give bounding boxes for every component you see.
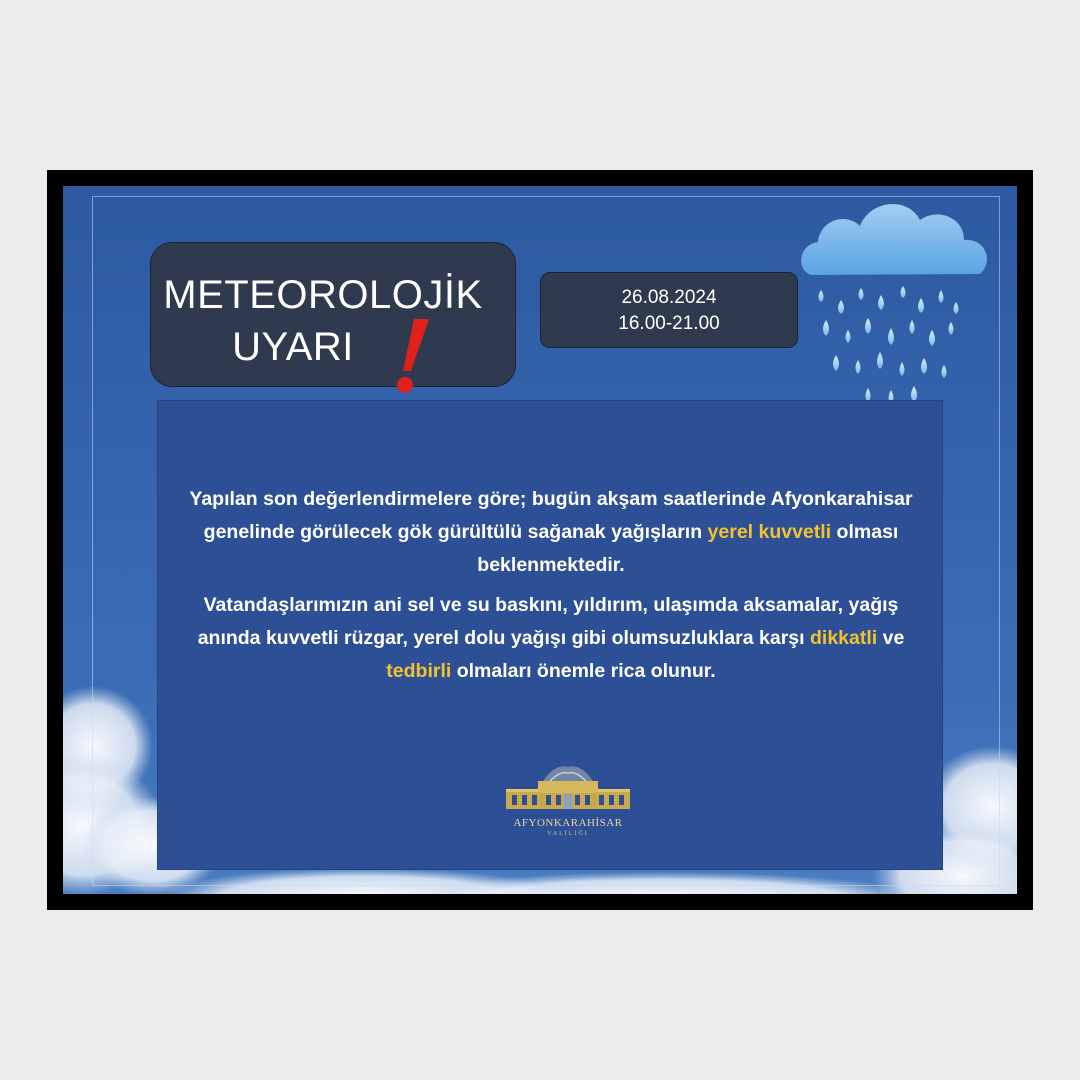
governorship-logo: [498, 761, 638, 843]
paragraph-2-highlight-2: tedbirli: [386, 660, 452, 682]
warning-time-range: 16.00-21.00: [618, 313, 720, 334]
warning-date: 26.08.2024: [621, 287, 717, 308]
date-panel: [540, 272, 798, 348]
paragraph-2-text-after: olmaları önemle rica olunur.: [451, 660, 716, 682]
paragraph-2-text-before: Vatandaşlarımızın ani sel ve su baskını, yıldırım, ulaşımda aksamalar, yağış anında kuvvetli rüzgar, yerel dolu yağışı gibi olumsuzluklara karşı: [197, 594, 899, 649]
paragraph-2-highlight-1: dikkatli: [809, 627, 878, 649]
title-line-1: METEOROLOJİK: [163, 273, 483, 317]
logo-subtitle: VALİLİĞİ: [547, 831, 589, 837]
logo-name: AFYONKARAHİSAR: [513, 817, 623, 829]
governorship-building-icon: [498, 761, 638, 817]
paragraph-2-text-middle: ve: [877, 627, 905, 649]
warning-paragraph-2: [178, 589, 924, 688]
warning-slide: [63, 186, 1017, 894]
paragraph-1-text-before: Yapılan son değerlendirmelere göre; bugün akşam saatlerinde Afyonkarahisar genelinde görülecek gök gürültülü sağanak yağışların: [189, 488, 913, 543]
poster-frame: [47, 170, 1033, 910]
paragraph-1-highlight: yerel kuvvetli: [707, 521, 832, 543]
warning-message-panel: [157, 400, 943, 870]
rain-cloud-icon: [796, 190, 996, 425]
exclamation-mark-icon: [381, 313, 441, 403]
title-line-2: UYARI: [232, 325, 354, 369]
title-panel: [150, 242, 516, 387]
paragraph-1-text-after: olması beklenmektedir.: [477, 521, 899, 576]
warning-paragraph-1: [178, 483, 924, 582]
